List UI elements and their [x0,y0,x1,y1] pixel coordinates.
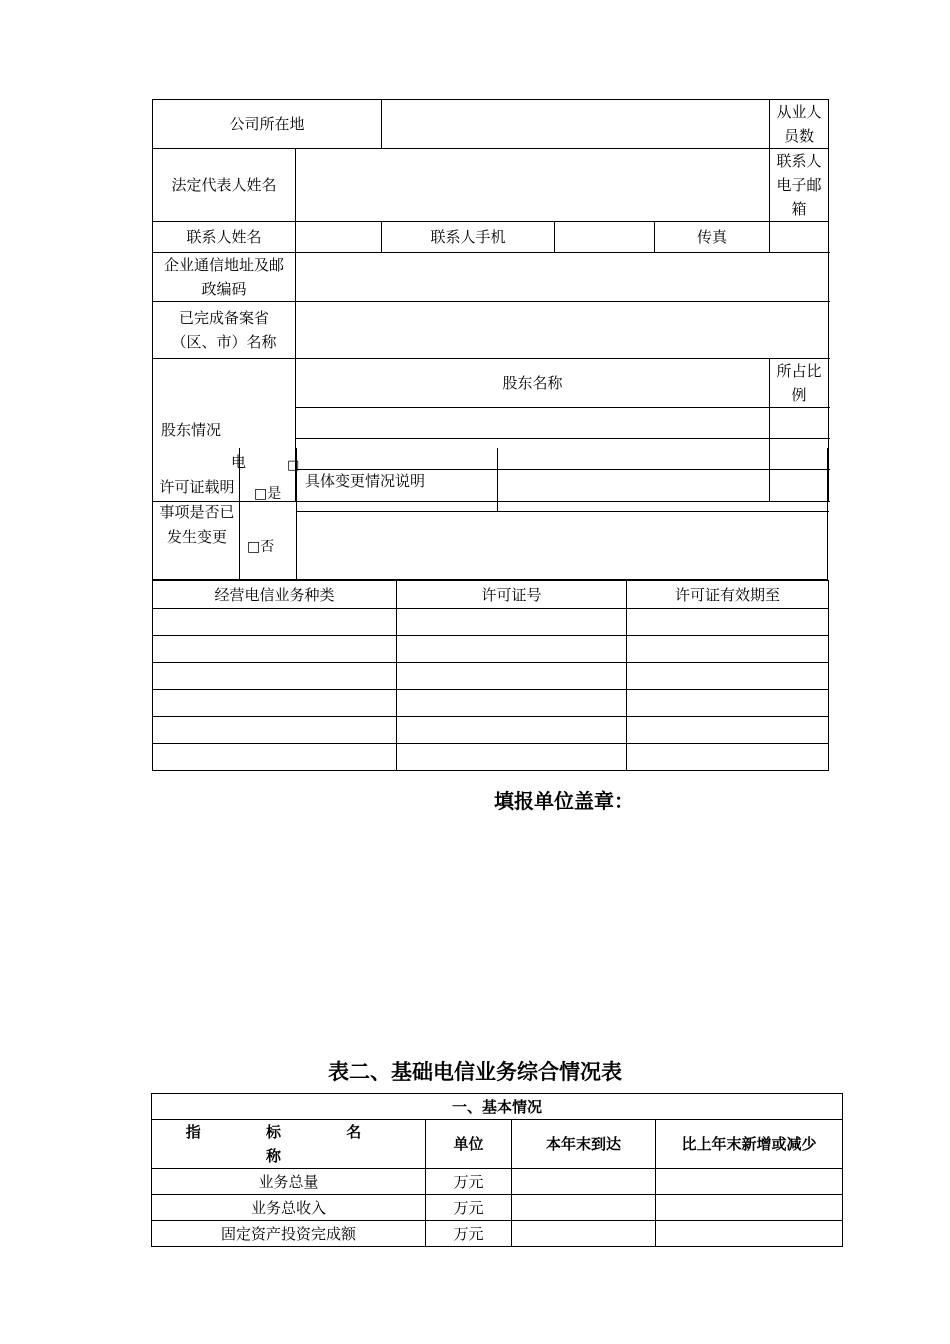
change-value[interactable] [656,1221,843,1247]
change-desc-field[interactable] [498,448,829,511]
fax-field[interactable] [770,222,829,253]
table-row [153,717,829,744]
table-row [152,1195,843,1221]
year-end-value[interactable] [512,1195,656,1221]
table-row [153,609,829,636]
filed-provinces-field[interactable] [296,302,829,359]
change-detail-field[interactable] [297,512,829,580]
shareholders-label: 股东情况 [153,359,296,502]
table-row [153,690,829,717]
service-type-header: 经营电信业务种类 [153,581,397,609]
table-row [152,1169,843,1195]
contact-name-label: 联系人姓名 [153,222,296,253]
shareholder-name-cell[interactable] [296,408,770,439]
address-label: 企业通信地址及邮政编码 [153,253,296,302]
table-title: 表二、基础电信业务综合情况表 [328,1060,622,1084]
seal-label: 填报单位盖章： [494,789,634,813]
unit: 万元 [426,1195,512,1221]
stray-char: 电 [231,453,247,471]
change-value[interactable] [656,1195,843,1221]
stray-checkbox: □ [287,458,300,473]
year-end-value[interactable] [512,1221,656,1247]
shareholder-name-header: 股东名称 [296,359,770,408]
indicator-name-header: 指 标 名 称 [152,1120,426,1169]
unit-header: 单位 [426,1120,512,1169]
indicator-name: 业务总量 [152,1169,426,1195]
employees-label: 从业人员数 [770,100,829,149]
no-checkbox[interactable]: □否 [247,539,275,555]
fax-label: 传真 [655,222,770,253]
contact-mobile-label: 联系人手机 [382,222,555,253]
unit: 万元 [426,1169,512,1195]
year-end-header: 本年末到达 [512,1120,656,1169]
company-info-table [152,99,829,502]
change-value[interactable] [656,1169,843,1195]
license-table [152,580,829,771]
unit: 万元 [426,1221,512,1247]
contact-mobile-field[interactable] [555,222,655,253]
legal-rep-field[interactable] [296,149,770,222]
change-desc-label: 具体变更情况说明 [305,472,426,490]
legal-rep-label: 法定代表人姓名 [153,149,296,222]
yes-checkbox[interactable]: □是 [254,486,282,502]
table-row [153,744,829,771]
share-ratio-cell[interactable] [770,408,829,439]
table-row [152,1221,843,1247]
license-changed-label: 许可证载明事项是否已发生变更 [159,478,235,546]
share-ratio-header: 所占比例 [770,359,829,408]
company-location-field[interactable] [382,100,770,149]
section-header: 一、基本情况 [152,1094,843,1120]
year-end-value[interactable] [512,1169,656,1195]
company-location-label: 公司所在地 [153,100,382,149]
change-header: 比上年末新增或减少 [656,1120,843,1169]
license-no-header: 许可证号 [397,581,627,609]
table-row [153,636,829,663]
telecom-summary-table [151,1093,843,1247]
table-row [153,663,829,690]
contact-name-field[interactable] [296,222,382,253]
license-change-block [152,448,828,580]
license-expiry-header: 许可证有效期至 [627,581,829,609]
contact-email-label: 联系人电子邮箱 [770,149,829,222]
address-field[interactable] [296,253,829,302]
filed-provinces-label: 已完成备案省（区、市）名称 [153,302,296,359]
indicator-name: 业务总收入 [152,1195,426,1221]
indicator-name: 固定资产投资完成额 [152,1221,426,1247]
